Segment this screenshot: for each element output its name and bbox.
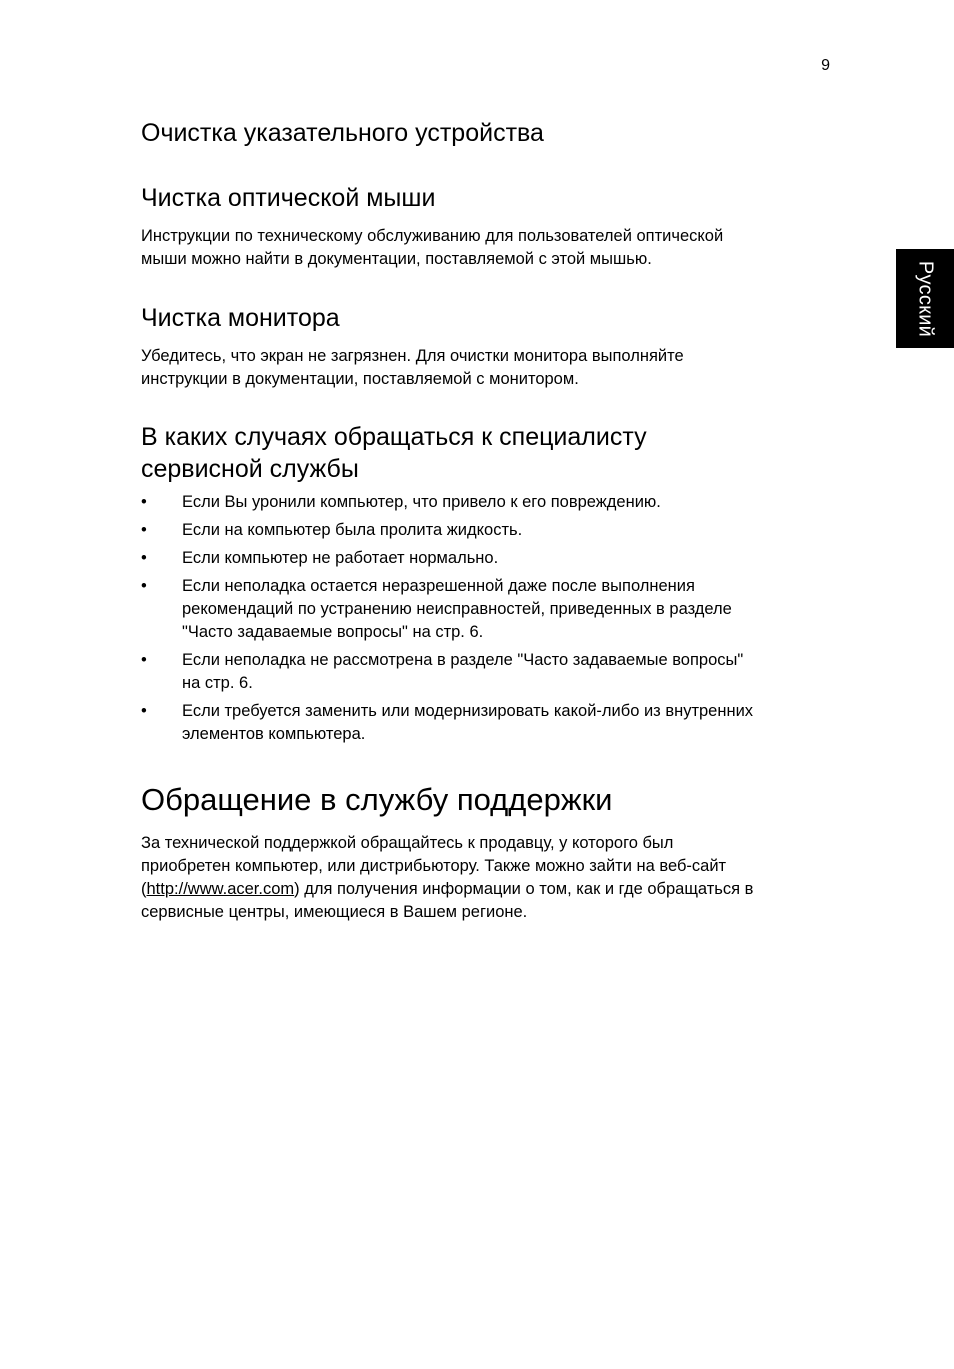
bullet-marker: • xyxy=(141,521,147,539)
list-item xyxy=(141,519,831,542)
heading-support: Обращение в службу поддержки xyxy=(141,782,613,817)
page-number: 9 xyxy=(821,57,830,74)
text-line: Убедитесь, что экран не загрязнен. Для очистки монитора выполняйте xyxy=(141,347,684,365)
text-line: мыши можно найти в документации, поставляемой с этой мышью. xyxy=(141,250,652,268)
list-item-text: Если Вы уронили компьютер, что привело к его повреждению. xyxy=(182,493,661,511)
list-item-text: Если неполадка не рассмотрена в разделе "Часто задаваемые вопросы" xyxy=(182,651,744,669)
list-item-text: Если компьютер не работает нормально. xyxy=(182,549,499,567)
paragraph-support xyxy=(141,832,831,924)
acer-website-link[interactable]: http://www.acer.com xyxy=(146,880,295,898)
heading-line: В каких случаях обращаться к специалисту xyxy=(141,423,647,451)
list-item xyxy=(141,491,831,514)
paragraph-monitor xyxy=(141,345,831,391)
text-line: За технической поддержкой обращайтесь к продавцу, у которого был xyxy=(141,834,674,852)
list-item xyxy=(141,575,831,644)
language-tab xyxy=(896,249,954,348)
list-item xyxy=(141,700,831,746)
list-item-text: Если на компьютер была пролита жидкость. xyxy=(182,521,523,539)
list-item xyxy=(141,649,831,695)
list-item-text: элементов компьютера. xyxy=(182,725,366,743)
list-item-text: Если неполадка остается неразрешенной даже после выполнения xyxy=(182,577,695,595)
paragraph-optical-mouse xyxy=(141,225,831,271)
service-bullet-list xyxy=(141,491,831,751)
list-item-text: "Часто задаваемые вопросы" на стр. 6. xyxy=(182,623,484,641)
bullet-marker: • xyxy=(141,702,147,720)
text-line: приобретен компьютер, или дистрибьютору. Также можно зайти на веб-сайт xyxy=(141,857,727,875)
text-fragment: ) для получения информации о том, как и где обращаться в xyxy=(294,880,754,898)
heading-service xyxy=(141,421,831,485)
heading-line: сервисной службы xyxy=(141,455,359,483)
heading-optical-mouse: Чистка оптической мыши xyxy=(141,184,436,212)
text-line: инструкции в документации, поставляемой с монитором. xyxy=(141,370,579,388)
bullet-marker: • xyxy=(141,651,147,669)
list-item-text: на стр. 6. xyxy=(182,674,253,692)
list-item-text: Если требуется заменить или модернизировать какой-либо из внутренних xyxy=(182,702,754,720)
text-fragment: ( xyxy=(141,880,147,898)
bullet-marker: • xyxy=(141,577,147,595)
text-line: сервисные центры, имеющиеся в Вашем регионе. xyxy=(141,903,528,921)
heading-monitor: Чистка монитора xyxy=(141,304,340,332)
list-item-text: рекомендаций по устранению неисправностей, приведенных в разделе xyxy=(182,600,732,618)
bullet-marker: • xyxy=(141,549,147,567)
bullet-marker: • xyxy=(141,493,147,511)
language-tab-label: Русский xyxy=(914,260,937,337)
heading-pointing-device: Очистка указательного устройства xyxy=(141,119,544,147)
list-item xyxy=(141,547,831,570)
text-line: Инструкции по техническому обслуживанию для пользователей оптической xyxy=(141,227,724,245)
